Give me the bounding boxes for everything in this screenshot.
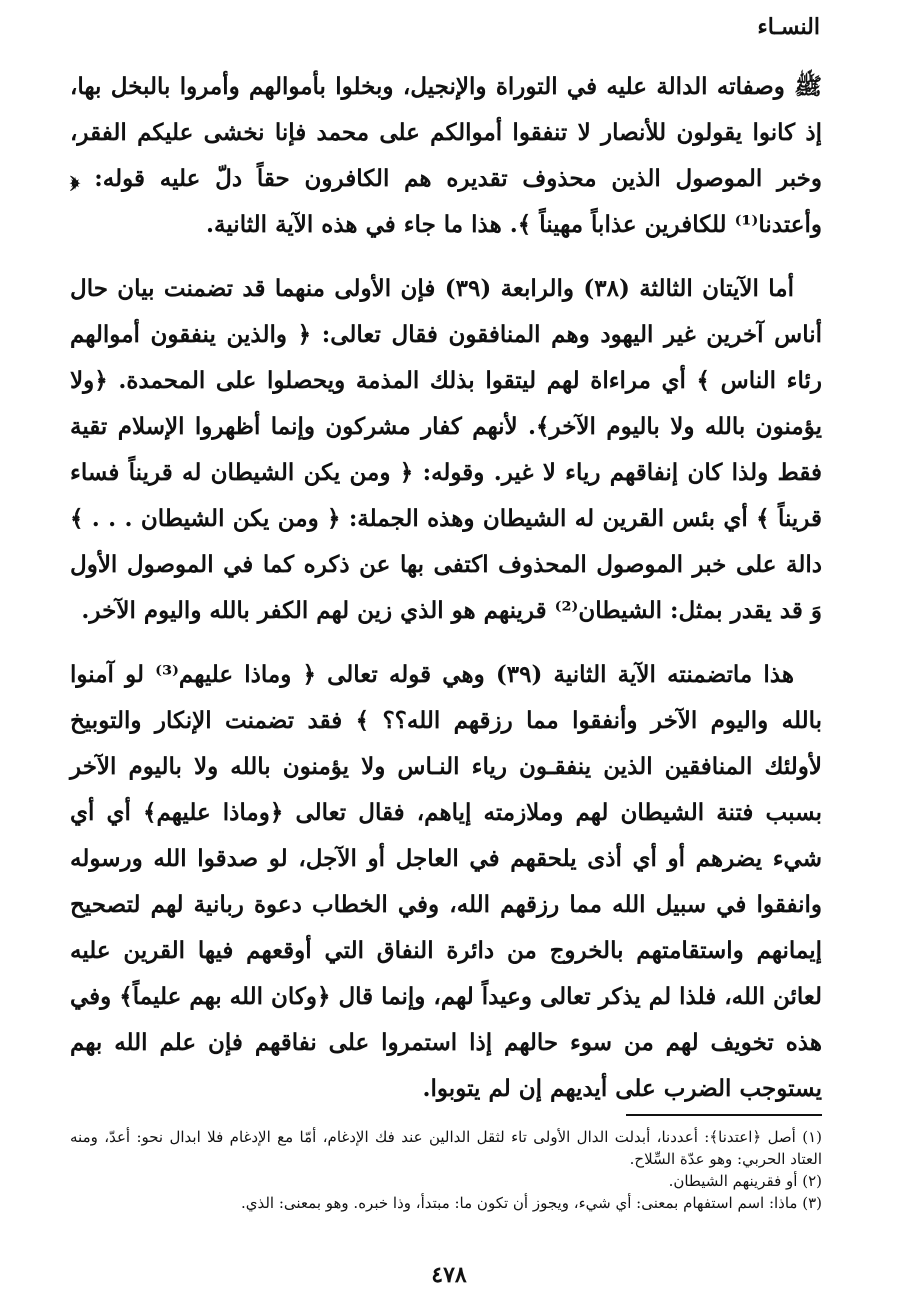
paragraph-1: ﷺ وصفاته الدالة عليه في التوراة والإنجيل، وبخلوا بأموالهم وأمروا بالبخل بها، إذ كانوا يقولون للأنصار لا تنفقوا أموالكم على محمد فإنا نخشى عليكم الفقر، وخبر الموصول الذين محذوف تقديره هم الكافرون حقاً دلّ عليه قوله: ﴿ وأعتدنا⁽¹⁾ للكافرين عذاباً مهيناً ﴾. هذا ما جاء في هذه الآية الثانية. [70,73,822,238]
paragraph-3: هذا ماتضمنته الآية الثانية (٣٩) وهي قوله تعالى ﴿ وماذا عليهم⁽³⁾ لو آمنوا بالله واليوم الآخر وأنفقوا مما رزقهم الله؟؟ ﴾ فقد تضمنت الإنكار والتوبيخ لأولئك المنافقين الذين ينفقـون رياء النـاس ولا يؤمنون بالله ولا باليوم الآخر بسبب فتنة الشيطان لهم وملازمته إياهم، فقال تعالى ﴿وماذا عليهم﴾ أي أي شيء يضرهم أو أي أذى يلحقهم في العاجل أو الآجل، لو صدقوا الله ورسوله وانفقوا في سبيل الله مما رزقهم الله، وفي الخطاب دعوة ربانية لهم لتصحيح إيمانهم واستقامتهم بالخروج من دائرة النفاق التي أوقعهم فيها القرين عليه لعائن الله، فلذا لم يذكر تعالى وعيداً لهم، وإنما قال ﴿وكان الله بهم عليماً﴾ وفي هذه تخويف لهم من سوء حالهم إذا استمروا على نفاقهم فإن علم الله بهم يستوجب الضرب على أيديهم إن لم يتوبوا. [70,661,822,1102]
paragraph-2: أما الآيتان الثالثة (٣٨) والرابعة (٣٩) فإن الأولى منهما قد تضمنت بيان حال أناس آخرين غير اليهود وهم المنافقون فقال تعالى: ﴿ والذين ينفقون أموالهم رئاء الناس ﴾ أي مراءاة لهم ليتقوا بذلك المذمة ويحصلوا على المحمدة. ﴿ولا يؤمنون بالله ولا باليوم الآخر﴾. لأنهم كفار مشركون وإنما أظهروا الإسلام تقية فقط ولذا كان إنفاقهم رياء لا غير. وقوله: ﴿ ومن يكن الشيطان له قريناً فساء قريناً ﴾ أي بئس القرين له الشيطان وهذه الجملة: ﴿ ومن يكن الشيطان . . . ﴾ دالة على خبر الموصول المحذوف اكتفى بها عن ذكره كما في الموصول الأول وَ قد يقدر بمثل: الشيطان⁽²⁾ قرينهم هو الذي زين لهم الكفر بالله واليوم الآخر. [70,275,822,624]
footnote-divider [626,1114,822,1116]
main-text [70,64,822,1130]
footnotes [70,1126,822,1214]
footnote-1: (١) أصل ﴿اعتدنا﴾: أعددنا، أبدلت الدال الأولى تاء لثقل الدالين عند فك الإدغام، أمّا مع الإدغام فلا ابدال نحو: أعدّ، ومنه العتاد الحربي: وهو عدّة السِّلاح. [70,1128,822,1168]
footnote-2: (٢) أو فقرينهم الشيطان. [668,1172,822,1190]
running-header: النسـاء [757,14,820,40]
page-number: ٤٧٨ [431,1262,467,1288]
footnote-3: (٣) ماذا: اسم استفهام بمعنى: أي شيء، ويجوز أن تكون ما: مبتدأ، وذا خبره. وهو بمعنى: الذي. [240,1194,822,1212]
